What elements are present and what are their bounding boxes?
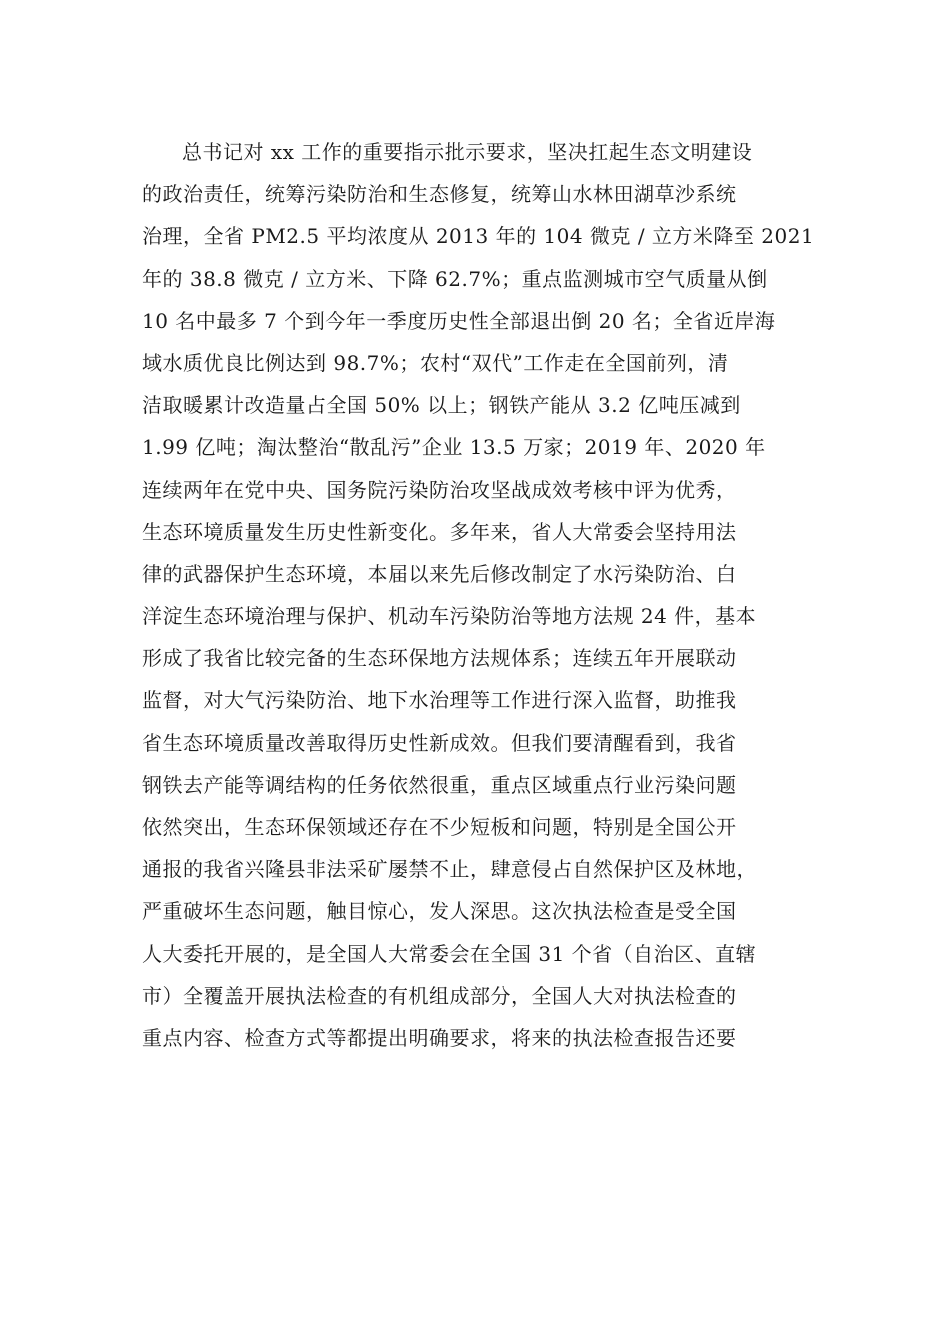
paragraph-line: 治理，全省 PM2.5 平均浓度从 2013 年的 104 微克 / 立方米降至 2021 bbox=[142, 224, 815, 249]
paragraph-line: 形成了我省比较完备的生态环保地方法规体系；连续五年开展联动 bbox=[142, 646, 737, 671]
paragraph-line: 的政治责任，统筹污染防治和生态修复，统筹山水林田湖草沙系统 bbox=[142, 182, 737, 207]
paragraph-line: 10 名中最多 7 个到今年一季度历史性全部退出倒 20 名；全省近岸海 bbox=[142, 308, 776, 333]
paragraph-line: 洋淀生态环境治理与保护、机动车污染防治等地方法规 24 件，基本 bbox=[142, 604, 757, 629]
paragraph-line: 通报的我省兴隆县非法采矿屡禁不止，肆意侵占自然保护区及林地， bbox=[142, 857, 757, 882]
paragraph-line: 1.99 亿吨；淘汰整治“散乱污”企业 13.5 万家；2019 年、2020 年 bbox=[142, 435, 766, 460]
paragraph-line: 域水质优良比例达到 98.7%；农村“双代”工作走在全国前列，清 bbox=[142, 350, 729, 375]
body-paragraph bbox=[142, 131, 822, 1059]
paragraph-line: 钢铁去产能等调结构的任务依然很重，重点区域重点行业污染问题 bbox=[142, 772, 737, 797]
paragraph-line: 律的武器保护生态环境，本届以来先后修改制定了水污染防治、白 bbox=[142, 561, 737, 586]
paragraph-line: 监督，对大气污染防治、地下水治理等工作进行深入监督，助推我 bbox=[142, 688, 737, 713]
paragraph-line: 总书记对 xx 工作的重要指示批示要求，坚决扛起生态文明建设 bbox=[182, 140, 753, 164]
paragraph-line: 依然突出，生态环保领域还存在不少短板和问题，特别是全国公开 bbox=[142, 815, 737, 839]
paragraph-line: 重点内容、检查方式等都提出明确要求，将来的执法检查报告还要 bbox=[142, 1025, 737, 1050]
paragraph-line: 严重破坏生态问题，触目惊心，发人深思。这次执法检查是受全国 bbox=[142, 899, 737, 924]
paragraph-line: 生态环境质量发生历史性新变化。多年来，省人大常委会坚持用法 bbox=[142, 519, 737, 544]
paragraph-line: 市）全覆盖开展执法检查的有机组成部分，全国人大对执法检查的 bbox=[142, 983, 737, 1008]
paragraph-line: 年的 38.8 微克 / 立方米、下降 62.7%；重点监测城市空气质量从倒 bbox=[142, 266, 768, 291]
paragraph-line: 洁取暖累计改造量占全国 50% 以上；钢铁产能从 3.2 亿吨压减到 bbox=[142, 393, 741, 418]
paragraph-line: 连续两年在党中央、国务院污染防治攻坚战成效考核中评为优秀， bbox=[142, 477, 737, 502]
paragraph-line: 省生态环境质量改善取得历史性新成效。但我们要清醒看到，我省 bbox=[142, 730, 737, 755]
paragraph-line: 人大委托开展的，是全国人大常委会在全国 31 个省（自治区、直辖 bbox=[142, 941, 757, 966]
